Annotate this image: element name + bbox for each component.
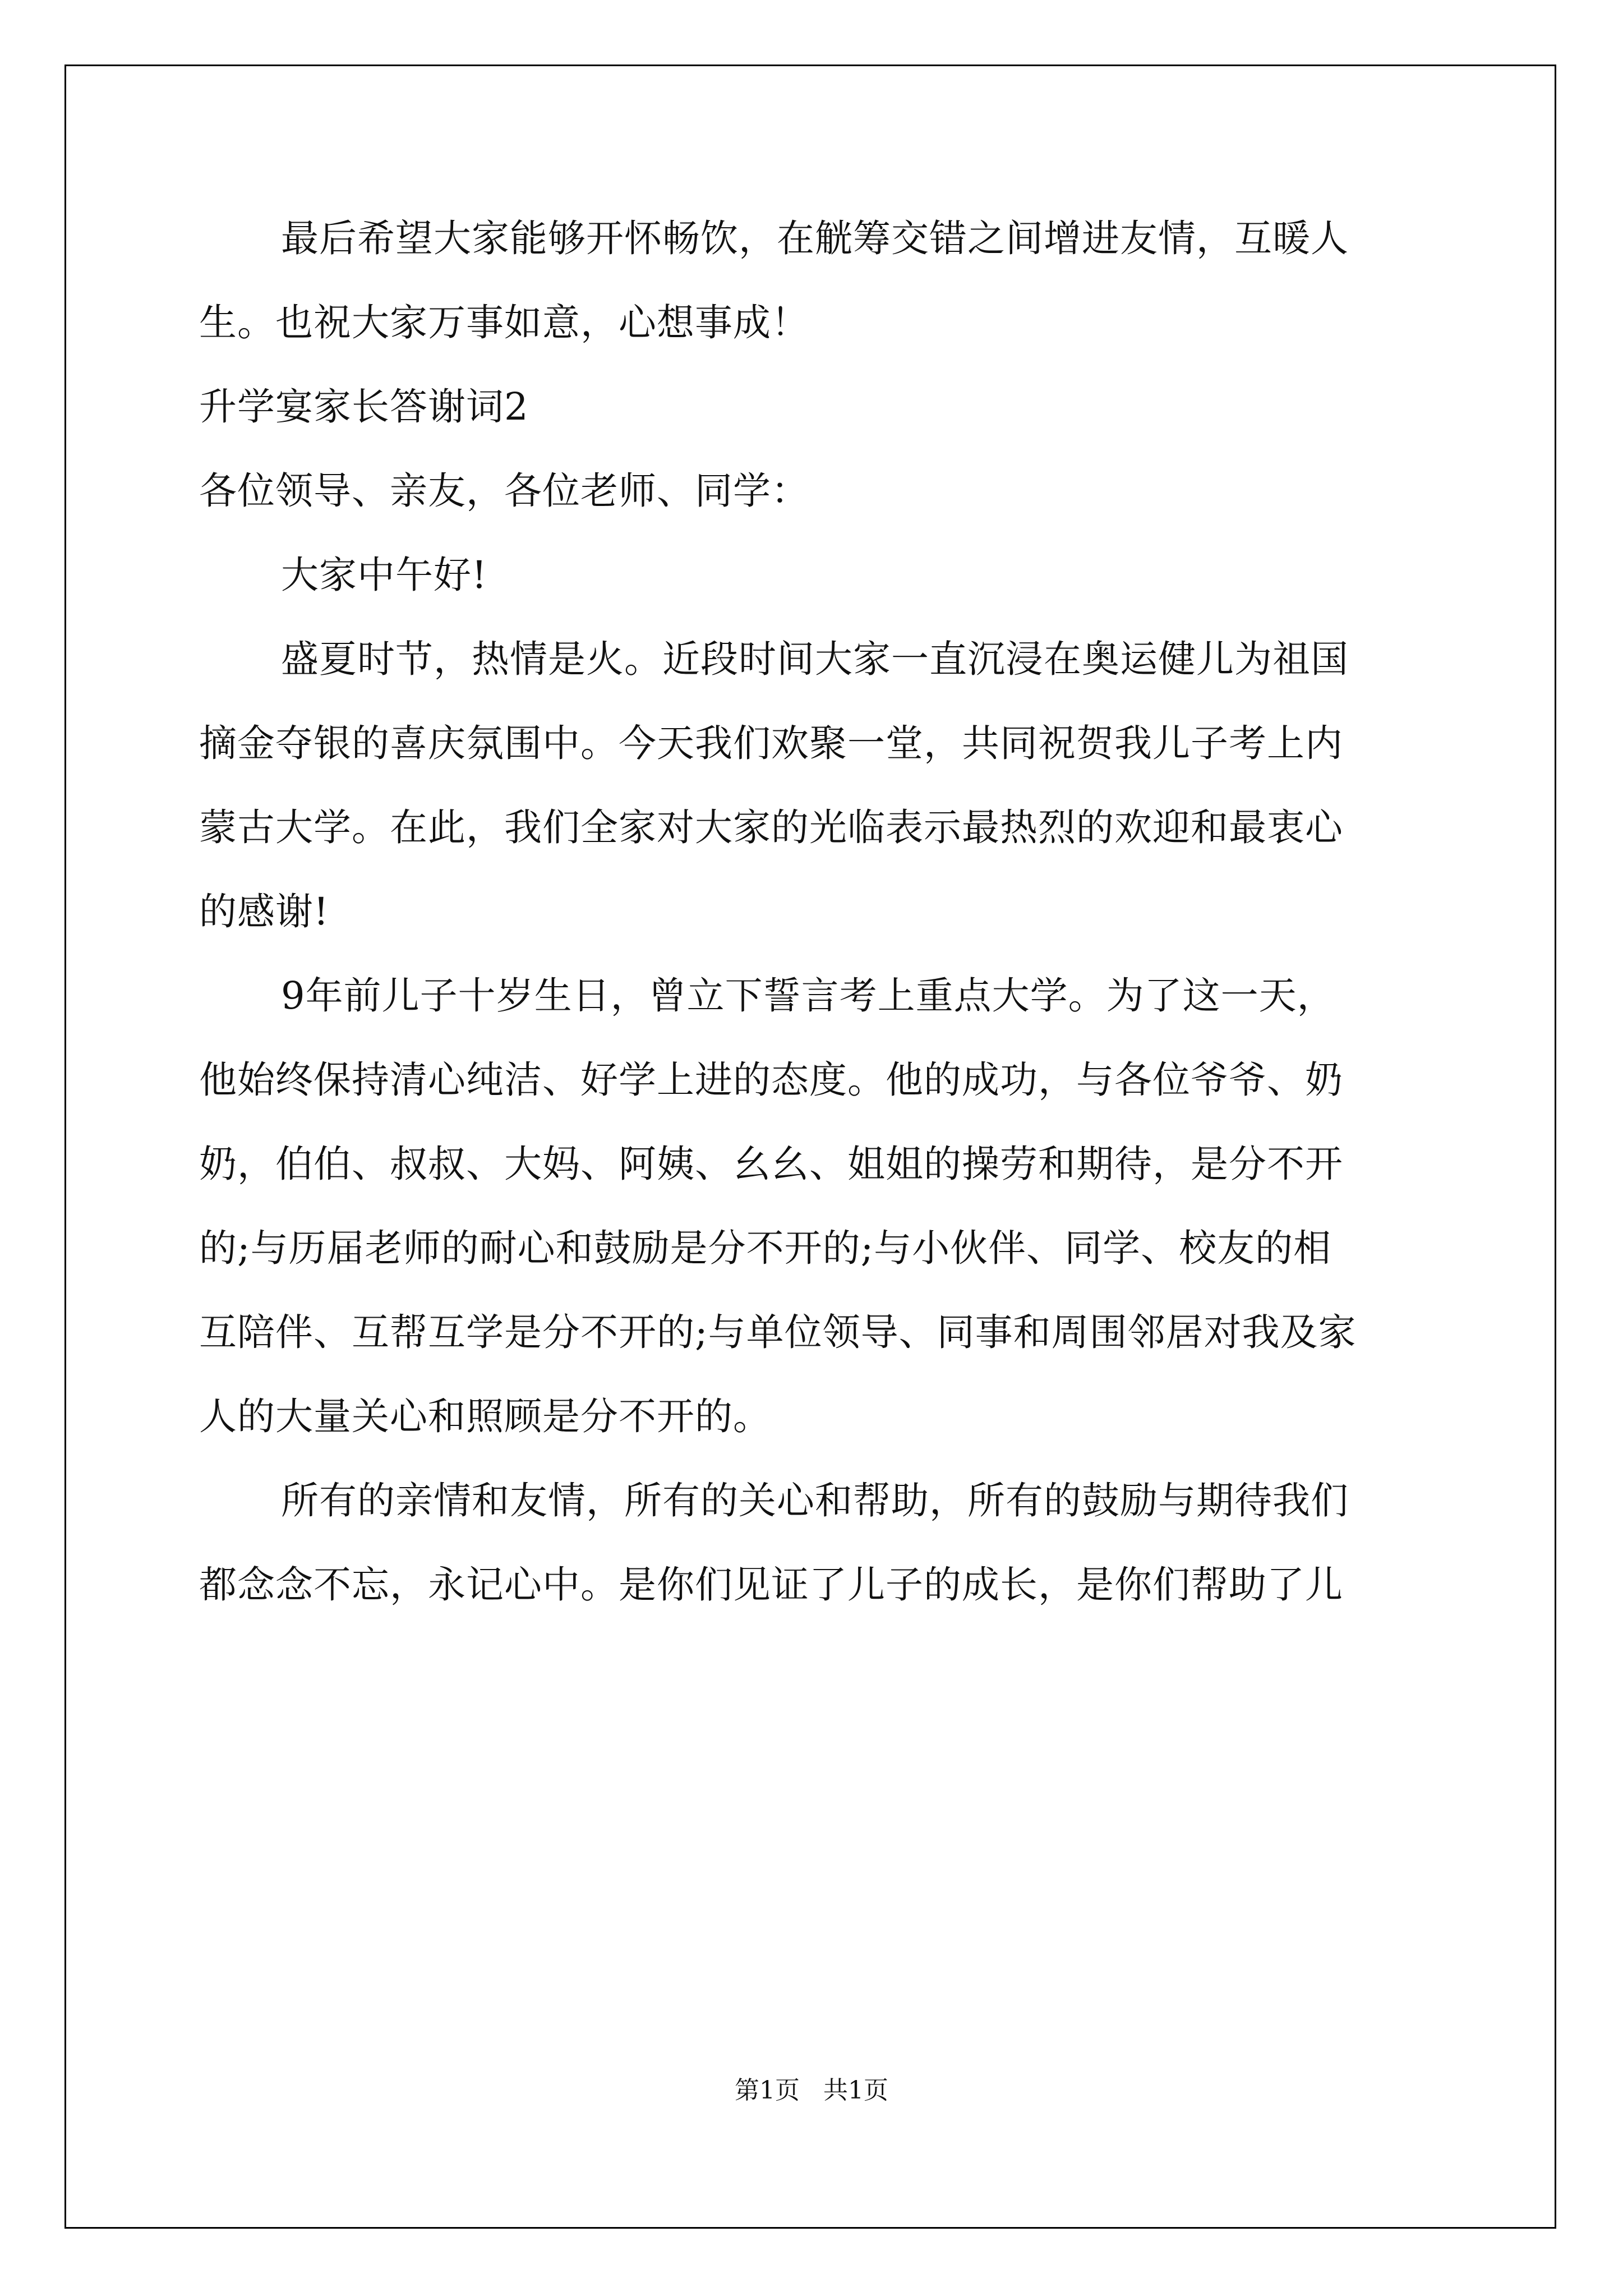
paragraph-line: 都念念不忘，永记心中。是你们见证了儿子的成长，是你们帮助了儿 (199, 1563, 1343, 1607)
document-body (199, 213, 1433, 1644)
paragraph-line: 他始终保持清心纯洁、好学上进的态度。他的成功，与各位爷爷、奶 (199, 1058, 1343, 1102)
paragraph-line: 的;与历届老师的耐心和鼓励是分不开的;与小伙伴、同学、校友的相 (199, 1226, 1332, 1270)
section-title: 升学宴家长答谢词2 (199, 385, 529, 429)
paragraph-line: 蒙古大学。在此，我们全家对大家的光临表示最热烈的欢迎和最衷心 (199, 806, 1343, 849)
greeting: 大家中午好! (281, 553, 487, 597)
paragraph-line: 9年前儿子十岁生日，曾立下誓言考上重点大学。为了这一天， (281, 974, 1335, 1018)
paragraph-line: 互陪伴、互帮互学是分不开的;与单位领导、同事和周围邻居对我及家 (199, 1310, 1357, 1354)
paragraph-line: 人的大量关心和照顾是分不开的。 (199, 1395, 771, 1438)
paragraph-line: 奶，伯伯、叔叔、大妈、阿姨、幺幺、姐姐的操劳和期待，是分不开 (199, 1142, 1343, 1186)
salutation: 各位领导、亲友，各位老师、同学： (199, 469, 809, 513)
paragraph-line: 所有的亲情和友情，所有的关心和帮助，所有的鼓励与期待我们 (281, 1479, 1349, 1522)
paragraph-line: 最后希望大家能够开怀畅饮，在觥筹交错之间增进友情，互暖人 (281, 217, 1349, 260)
paragraph-line: 生。也祝大家万事如意，心想事成！ (199, 301, 809, 344)
page-number-footer: 第1页 共1页 (735, 2076, 888, 2105)
paragraph-line: 盛夏时节，热情是火。近段时间大家一直沉浸在奥运健儿为祖国 (281, 637, 1349, 681)
paragraph-line: 的感谢! (199, 890, 329, 933)
paragraph-line: 摘金夺银的喜庆氛围中。今天我们欢聚一堂，共同祝贺我儿子考上内 (199, 721, 1343, 765)
